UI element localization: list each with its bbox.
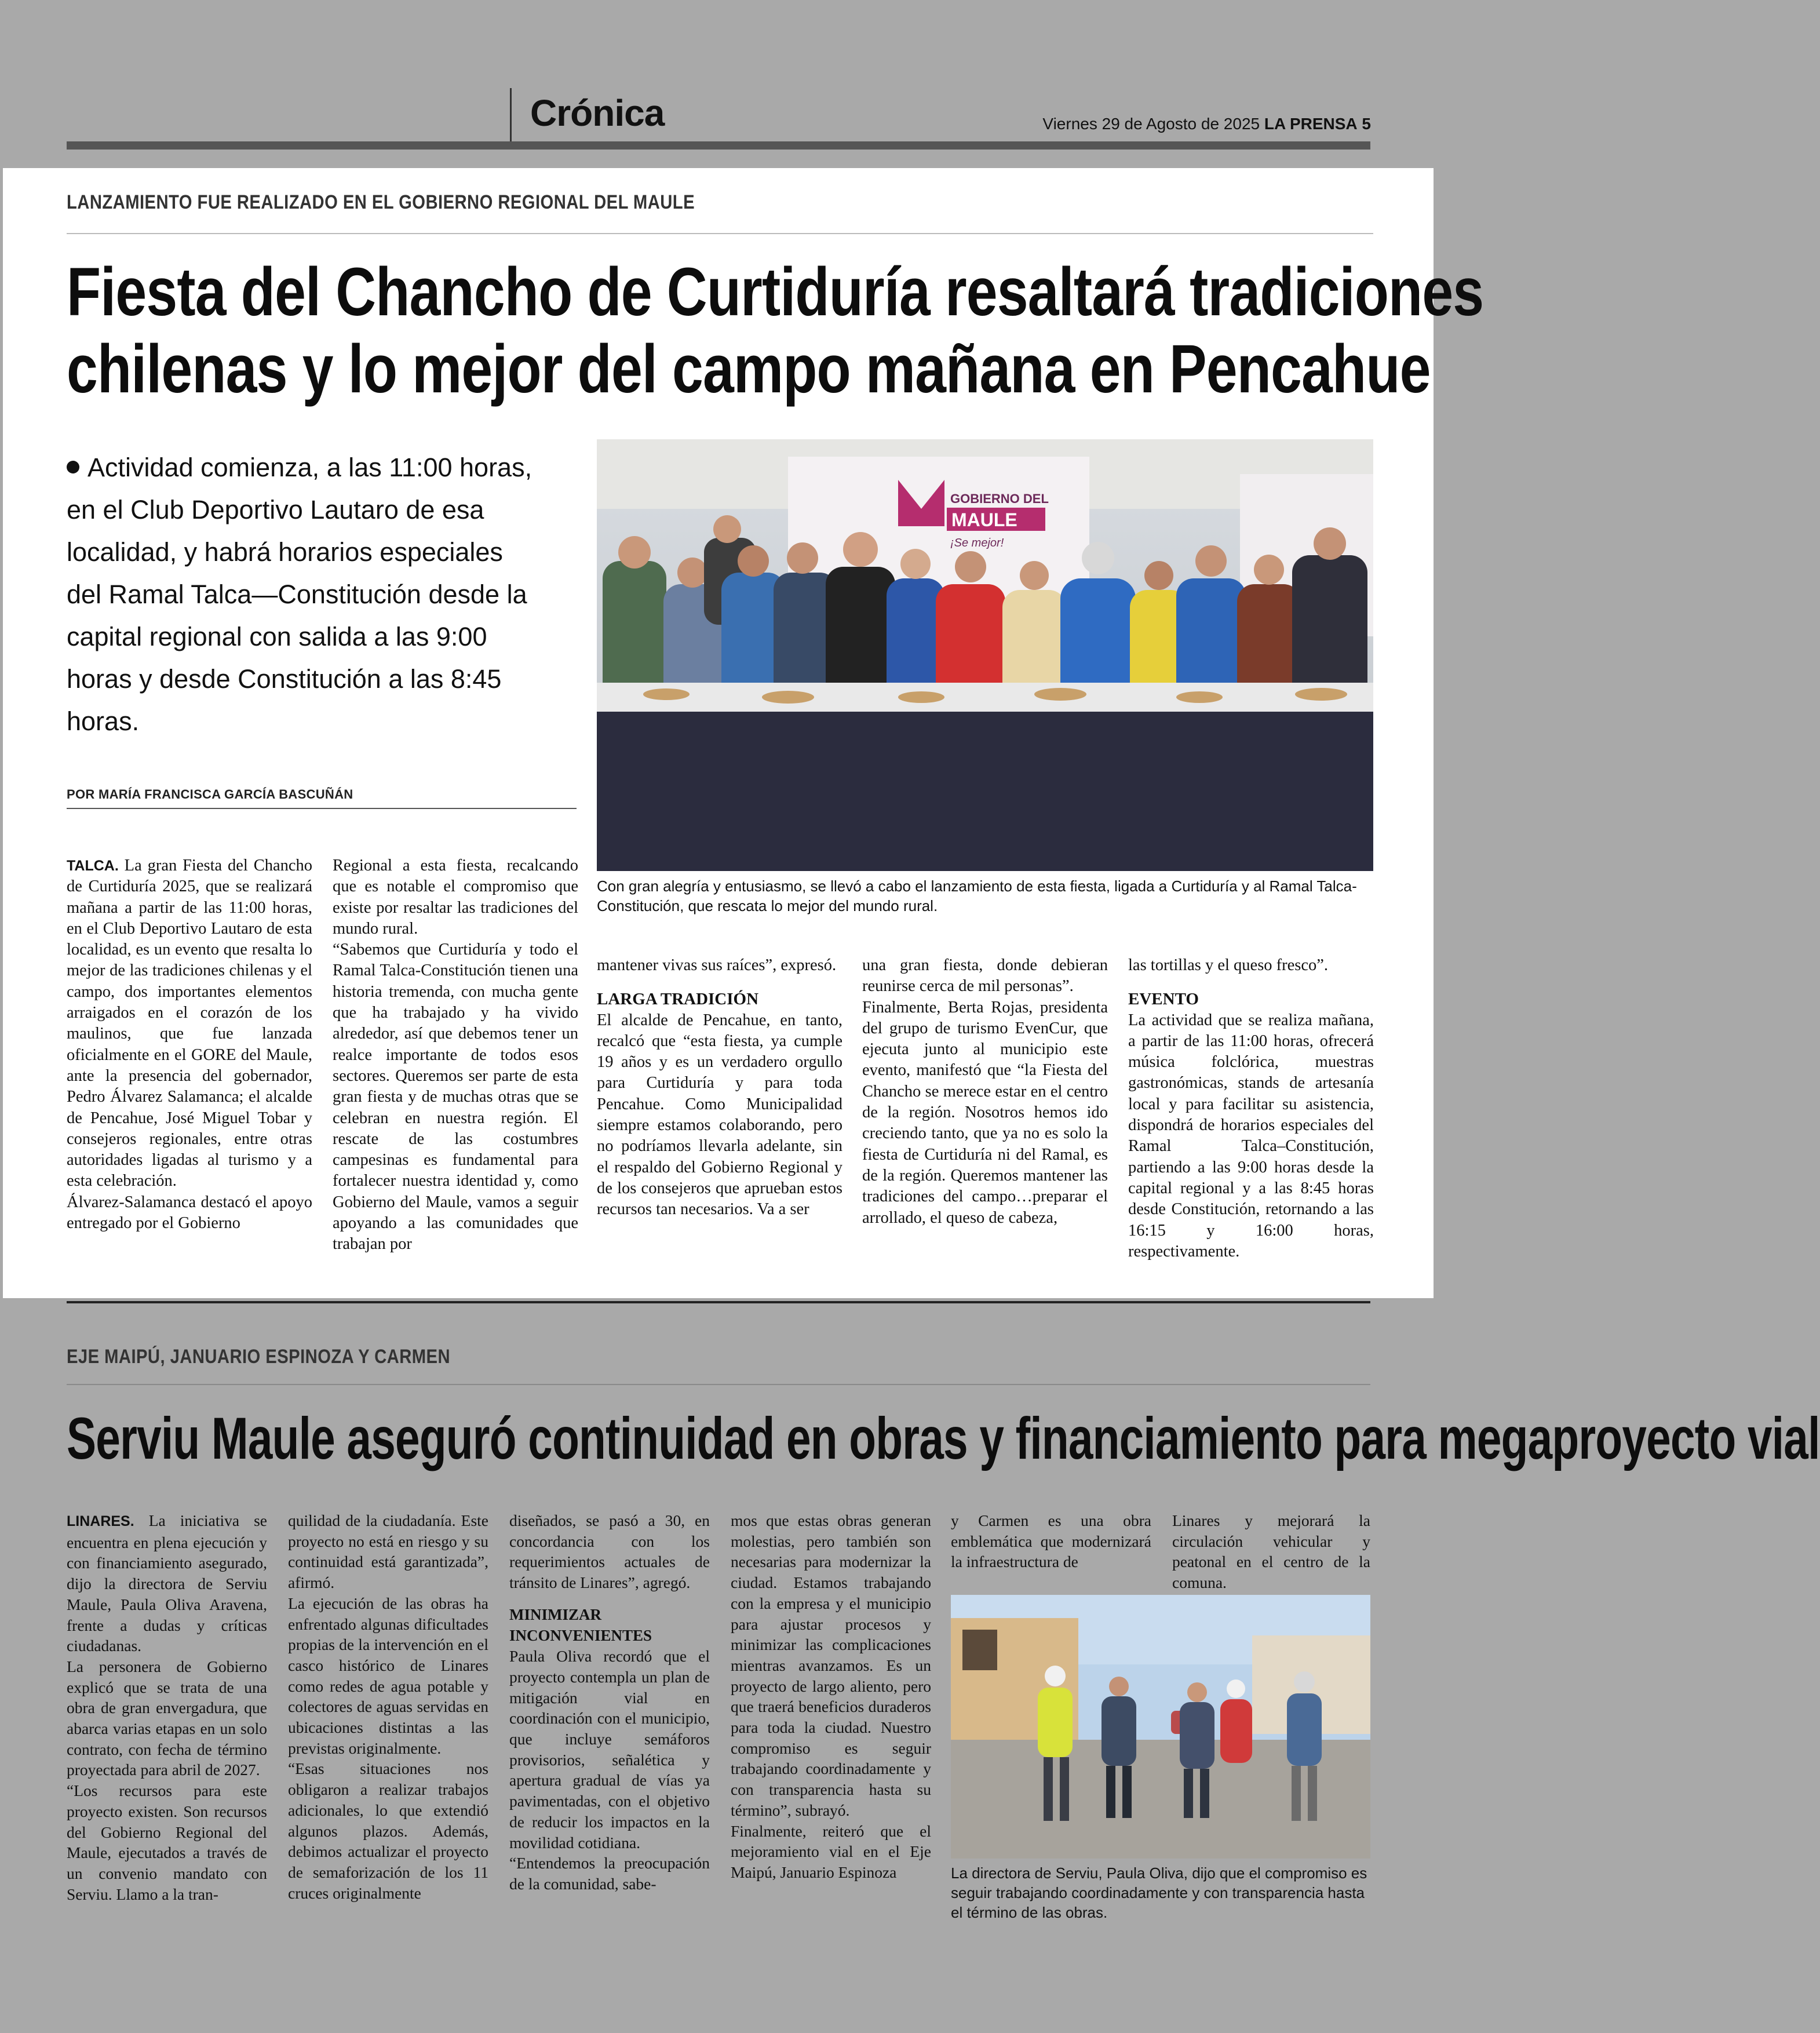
paragraph: las tortillas y el queso fresco”. — [1128, 956, 1329, 974]
byline-rule — [67, 808, 577, 809]
dateline: LINARES. — [67, 1513, 134, 1529]
bullet-icon — [67, 461, 79, 473]
serviu-column-4 — [731, 1510, 931, 1883]
byline: POR MARÍA FRANCISCA GARCÍA BASCUÑÁN — [67, 787, 353, 801]
paragraph: Álvarez-Salamanca destacó el apoyo entregado por el Gobierno — [67, 1193, 312, 1233]
banner-text: ¡Se mejor! — [950, 537, 1004, 549]
paragraph: “Entendemos la preocupación de la comunidad, sabe- — [509, 1854, 710, 1893]
kicker-rule — [67, 233, 1373, 234]
subheading: EVENTO — [1128, 990, 1199, 1009]
paragraph: quilidad de la ciudadanía. Este proyecto no está en riesgo y su continuidad está garantizada”, afirmó. — [288, 1511, 488, 1592]
serviu-column-3 — [509, 1510, 710, 1894]
headline-line-2: chilenas y lo mejor del campo mañana en Pencahue — [67, 331, 1431, 408]
paragraph: diseñados, se pasó a 30, en concordancia con los requerimientos actuales de tránsito de Linares”, agregó. — [509, 1511, 710, 1592]
subheading: MINIMIZAR INCONVENIENTES — [509, 1605, 652, 1644]
serviu-photo — [951, 1595, 1370, 1859]
paragraph: Finalmente, reiteró que el mejoramiento vial en el Eje Maipú, Januario Espinoza — [731, 1821, 931, 1881]
serviu-column-1 — [67, 1510, 267, 1904]
lead-line: en el Club Deportivo Lautaro de esa — [67, 495, 484, 524]
lead-line: capital regional con salida a las 9:00 — [67, 622, 487, 651]
paragraph: Finalmente, Berta Rojas, presidenta del grupo de turismo EvenCur, que ejecuta junto al municipio este evento, manifestó que “la Fiesta del Chancho se merece estar en el centro de la región. Nosotros hemos ido creciendo tanto, que ya no es solo la fiesta de Curtiduría ni del Ramal, es de la región. Queremos mantener las tradiciones del campo…preparar el arrollado, el queso de cabeza, — [862, 998, 1108, 1227]
paragraph: Paula Oliva recordó que el proyecto contempla un plan de mitigación vial en coordinación con el municipio, que incluye semáforos provisorios, señalética y apertura gradual de vías ya pavimentadas, con el objetivo de reducir los impactos en la movilidad cotidiana. — [509, 1647, 710, 1852]
paragraph: “Los recursos para este proyecto existen. Son recursos del Gobierno Regional del Maule, ejecutados a través de un convenio mandato con Serviu. Llamo a la tran- — [67, 1781, 267, 1903]
article-divider — [67, 1301, 1370, 1303]
lead-line: del Ramal Talca—Constitución desde la — [67, 580, 527, 609]
headline-line-1: Fiesta del Chancho de Curtiduría resaltará tradiciones — [67, 254, 1484, 330]
kicker-rule — [67, 1384, 1370, 1385]
article-fiesta — [3, 168, 1484, 1298]
photo-caption: Con gran alegría y entusiasmo, se llevó a cabo el lanzamiento de esta fiesta, ligada a Curtiduría y al Ramal Talca- Constitución, que rescata lo mejor del mundo rural. — [597, 877, 1357, 915]
lead-line: localidad, y habrá horarios especiales — [67, 537, 503, 567]
paragraph: una gran fiesta, donde debieran reunirse cerca de mil personas”. — [862, 956, 1108, 996]
lead-line: Actividad comienza, a las 11:00 horas, — [87, 453, 532, 482]
serviu-column-5 — [951, 1510, 1151, 1572]
serviu-photo-image — [951, 1595, 1370, 1859]
paragraph: Regional a esta fiesta, recalcando que es notable el compromiso que existe por resaltar las tradiciones del mundo rural. — [333, 857, 578, 938]
paragraph: La gran Fiesta del Chancho de Curtiduría 2025, que se realizará mañana a partir de las 11:00 horas, en el Club Deportivo Lautaro de esta localidad, es un evento que resalta lo mejor de las tradiciones chilenas y el campo, dos importantes elementos arraigados en el corazón de los maulinos, que fue lanzada oficialmente en el GORE del Maule, ante la presencia del gobernador, Pedro Álvarez Salamanca; el alcalde de Pencahue, José Miguel Tobar y consejeros regionales, entre otras autoridades ligadas al turismo y a esta celebración. — [67, 857, 312, 1190]
paragraph: La personera de Gobierno explicó que se trata de una obra de gran envergadura, que abarca varias etapas en un solo contrato, con fecha de término proyectada para abril de 2027. — [67, 1657, 267, 1779]
paragraph: Linares y mejorará la circulación vehicular y peatonal en el centro de la comuna. — [1172, 1511, 1370, 1592]
paragraph: La ejecución de las obras ha enfrentado algunas dificultades propias de la intervención en el casco histórico de Linares como redes de agua potable y colectores de aguas servidas en ubicaciones distintas a las previstas originalmente. — [288, 1594, 488, 1757]
dateline: TALCA. — [67, 858, 119, 874]
subheading: LARGA TRADICIÓN — [597, 990, 759, 1009]
article-column-1 — [67, 855, 312, 1234]
article-column-4 — [862, 955, 1108, 1229]
paragraph: “Esas situaciones nos obligaron a realizar trabajos adicionales, lo que extendió algunos plazos. Además, debimos actualizar el proyecto de semaforización de los 11 cruces originalmente — [288, 1759, 488, 1902]
lead-line: horas. — [67, 706, 140, 736]
paragraph: La iniciativa se encuentra en plena ejecución y con financiamiento asegurado, dijo la directora de Serviu Maule, Paula Oliva Aravena, frente a dudas y críticas ciudadanas. — [67, 1511, 268, 1655]
banner-text: GOBIERNO DEL — [950, 491, 1049, 506]
article-column-5 — [1128, 955, 1374, 1262]
paragraph: mantener vivas sus raíces”, expresó. — [597, 956, 837, 974]
section-title: Crónica — [530, 92, 665, 134]
article-kicker: LANZAMIENTO FUE REALIZADO EN EL GOBIERNO REGIONAL DEL MAULE — [67, 191, 695, 213]
header-divider — [510, 88, 512, 141]
paragraph: “Sabemos que Curtiduría y todo el Ramal Talca-Constitución tienen una historia tremenda, con mucha gente que ha trabajado y ha vivido alrededor, así que debemos tener un realce importante de todos esos sectores. Queremos ser parte de esta gran fiesta y de muchas otras que se celebran en nuestra región. El rescate de las costumbres campesinas es fundamental para fortalecer nuestra identidad y, como Gobierno del Maule, vamos a seguir apoyando a las comunidades que trabajan por — [333, 941, 578, 1254]
article-column-3 — [597, 955, 842, 1220]
paragraph: El alcalde de Pencahue, en tanto, recalcó que “esta fiesta, ya cumple 19 años y es un verdadero orgullo para Curtiduría y para toda Pencahue. Como Municipalidad siempre estamos colaborando, pero no podríamos llevarla adelante, sin el respaldo del Gobierno Regional y de los consejeros que aprueban estos recursos tan necesarios. Va a ser — [597, 1011, 842, 1219]
article-headline — [67, 254, 1483, 409]
launch-photo — [597, 439, 1373, 871]
serviu-column-2 — [288, 1510, 488, 1903]
banner-text: MAULE — [951, 509, 1017, 530]
lead-line: horas y desde Constitución a las 8:45 — [67, 664, 502, 694]
date-text: Viernes 29 de Agosto de 2025 — [1042, 115, 1260, 133]
paragraph: y Carmen es una obra emblemática que modernizará la infraestructura de — [951, 1511, 1151, 1571]
article-column-2 — [333, 855, 578, 1255]
article-headline-serviu: Serviu Maule aseguró continuidad en obras y financiamiento para megaproyecto vial — [67, 1405, 1820, 1471]
launch-photo-image — [597, 439, 1373, 871]
header-date — [1042, 115, 1371, 133]
serviu-photo-caption: La directora de Serviu, Paula Oliva, dijo que el compromiso es seguir trabajando coordinadamente y con transparencia hasta el término de las obras. — [951, 1864, 1367, 1921]
paragraph: mos que estas obras generan molestias, pero también son necesarias para modernizar la ciudad. Estamos trabajando con la empresa y el municipio para ajustar procesos y minimizar las complicaciones mientras avanzamos. Es un proyecto de largo aliento, pero que traerá beneficios duraderos para toda la ciudad. Nuestro compromiso es seguir trabajando coordinadamente y con transparencia hasta su término”, subrayó. — [731, 1511, 931, 1819]
header-rule — [67, 141, 1370, 150]
paper-name: LA PRENSA — [1264, 115, 1358, 133]
article-kicker-serviu: EJE MAIPÚ, JANUARIO ESPINOZA Y CARMEN — [67, 1346, 451, 1368]
page-number: 5 — [1362, 115, 1371, 133]
serviu-column-6 — [1172, 1510, 1370, 1593]
paragraph: La actividad que se realiza mañana, a partir de las 11:00 horas, ofrecerá música folclórica, muestras gastronómicas, stands de artesanía local y para facilitar su asistencia, dispondrá de horarios especiales del Ramal Talca–Constitución, partiendo a las 9:00 horas desde la capital regional y a las 8:45 horas desde Constitución, retornando a las 16:15 y 16:00 horas, respectivamente. — [1128, 1011, 1374, 1260]
article-lead — [67, 446, 588, 742]
